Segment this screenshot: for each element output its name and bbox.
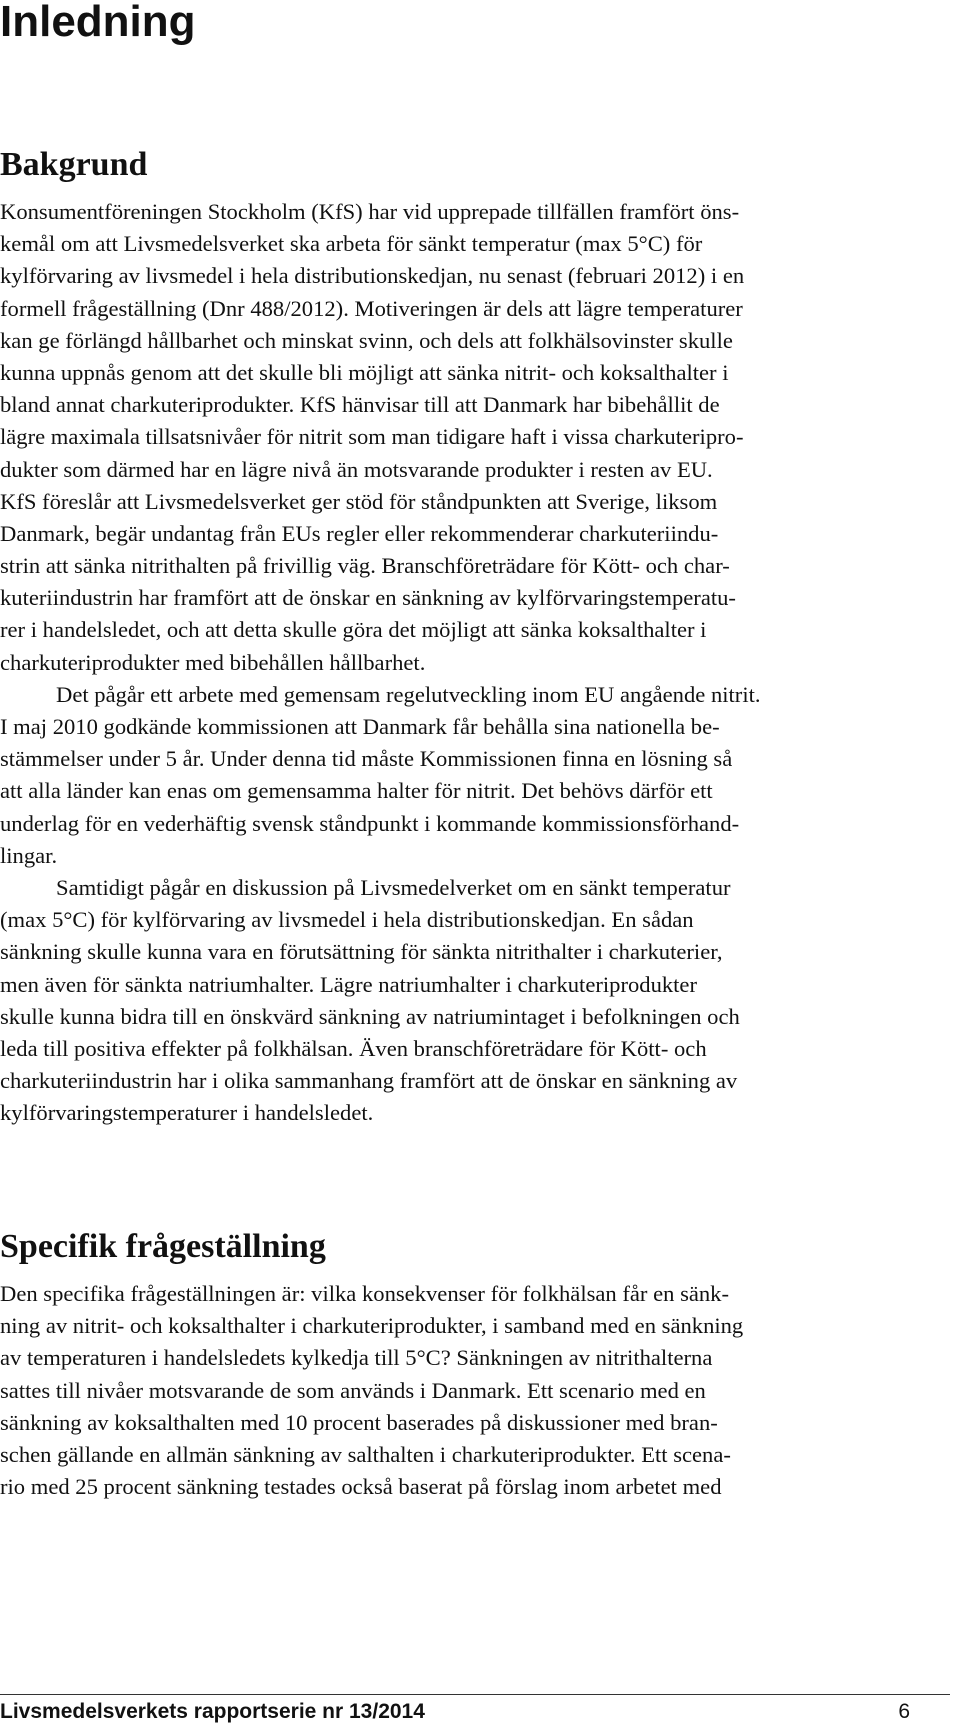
text-line: charkuteriprodukter med bibehållen hållbarhet.: [0, 649, 426, 675]
text-line: leda till positiva effekter på folkhälsan. Även branschföreträdare för Kött- och: [0, 1035, 707, 1061]
section-heading-bakgrund: Bakgrund: [0, 146, 148, 183]
text-line: av temperaturen i handelsledets kylkedja till 5°C? Sänkningen av nitrithalterna: [0, 1345, 713, 1371]
text-line: schen gällande en allmän sänkning av salthalten i charkuteriprodukter. Ett scena-: [0, 1441, 731, 1467]
footer-page-number: 6: [898, 1700, 910, 1723]
text-line: bland annat charkuteriprodukter. KfS hänvisar till att Danmark har bibehållit de: [0, 392, 720, 418]
text-line: strin att sänka nitrithalten på frivillig väg. Branschföreträdare för Kött- och char-: [0, 553, 730, 579]
footer-series-title: Livsmedelsverkets rapportserie nr 13/2014: [0, 1700, 425, 1723]
text-line: rio med 25 procent sänkning testades också baserat på förslag inom arbetet med: [0, 1474, 722, 1500]
text-line: lingar.: [0, 842, 58, 868]
section-body-bakgrund: [0, 196, 950, 1129]
text-line: I maj 2010 godkände kommissionen att Danmark får behålla sina nationella be-: [0, 714, 720, 739]
text-line: rer i handelsledet, och att detta skulle göra det möjligt att sänka koksalthalter i: [0, 617, 707, 643]
text-line: kunna uppnås genom att det skulle bli möjligt att sänka nitrit- och koksalthalter i: [0, 359, 729, 385]
text-line: formell frågeställning (Dnr 488/2012). Motiveringen är dels att lägre temperaturer: [0, 295, 743, 321]
section-body-specifik-fragestallning: [0, 1278, 950, 1503]
text-line: Det pågår ett arbete med gemensam regelutveckling inom EU angående nitrit.: [56, 681, 761, 707]
text-line: men även för sänkta natriumhalter. Lägre natriumhalter i charkuteriprodukter: [0, 971, 697, 997]
text-line: KfS föreslår att Livsmedelsverket ger stöd för ståndpunkten att Sverige, liksom: [0, 488, 718, 514]
text-line: kylförvaringstemperaturer i handelsledet.: [0, 1100, 374, 1126]
text-line: sänkning av koksalthalten med 10 procent baserades på diskussioner med bran-: [0, 1409, 718, 1435]
text-line: sänkning skulle kunna vara en förutsättning för sänkta nitrithalter i charkuterier,: [0, 939, 723, 965]
text-line: Danmark, begär undantag från EUs regler eller rekommenderar charkuteriindu-: [0, 520, 719, 546]
text-line: kylförvaring av livsmedel i hela distributionskedjan, nu senast (februari 2012) i en: [0, 263, 745, 289]
text-line: stämmelser under 5 år. Under denna tid måste Kommissionen finna en lösning så: [0, 746, 733, 772]
text-line: Konsumentföreningen Stockholm (KfS) har vid upprepade tillfällen framfört öns-: [0, 199, 740, 224]
text-line: att alla länder kan enas om gemensamma halter för nitrit. Det behövs därför ett: [0, 778, 713, 804]
section-heading-specifik-fragestallning: Specifik frågeställning: [0, 1228, 326, 1265]
footer-divider: [0, 1694, 950, 1695]
text-line: sattes till nivåer motsvarande de som används i Danmark. Ett scenario med en: [0, 1377, 706, 1403]
text-line: kan ge förlängd hållbarhet och minskat svinn, och dels att folkhälsovinster skulle: [0, 327, 733, 353]
text-line: Samtidigt pågår en diskussion på Livsmedelverket om en sänkt temperatur: [56, 874, 731, 900]
page-title: Inledning: [0, 0, 196, 46]
text-line: kuteriindustrin har framfört att de önskar en sänkning av kylförvaringstemperatu-: [0, 585, 736, 611]
text-line: skulle kunna bidra till en önskvärd sänkning av natriumintaget i befolkningen och: [0, 1003, 740, 1029]
text-line: ning av nitrit- och koksalthalter i charkuteriprodukter, i samband med en sänkning: [0, 1313, 744, 1339]
text-line: kemål om att Livsmedelsverket ska arbeta för sänkt temperatur (max 5°C) för: [0, 231, 703, 257]
text-line: (max 5°C) för kylförvaring av livsmedel i hela distributionskedjan. En sådan: [0, 907, 694, 933]
text-line: underlag för en vederhäftig svensk ståndpunkt i kommande kommissionsförhand-: [0, 810, 740, 836]
text-line: charkuteriindustrin har i olika sammanhang framfört att de önskar en sänkning av: [0, 1068, 738, 1094]
text-line: dukter som därmed har en lägre nivå än motsvarande produkter i resten av EU.: [0, 456, 713, 482]
text-line: Den specifika frågeställningen är: vilka konsekvenser för folkhälsan får en sänk-: [0, 1281, 730, 1306]
text-line: lägre maximala tillsatsnivåer för nitrit som man tidigare haft i vissa charkuteripro-: [0, 424, 744, 450]
